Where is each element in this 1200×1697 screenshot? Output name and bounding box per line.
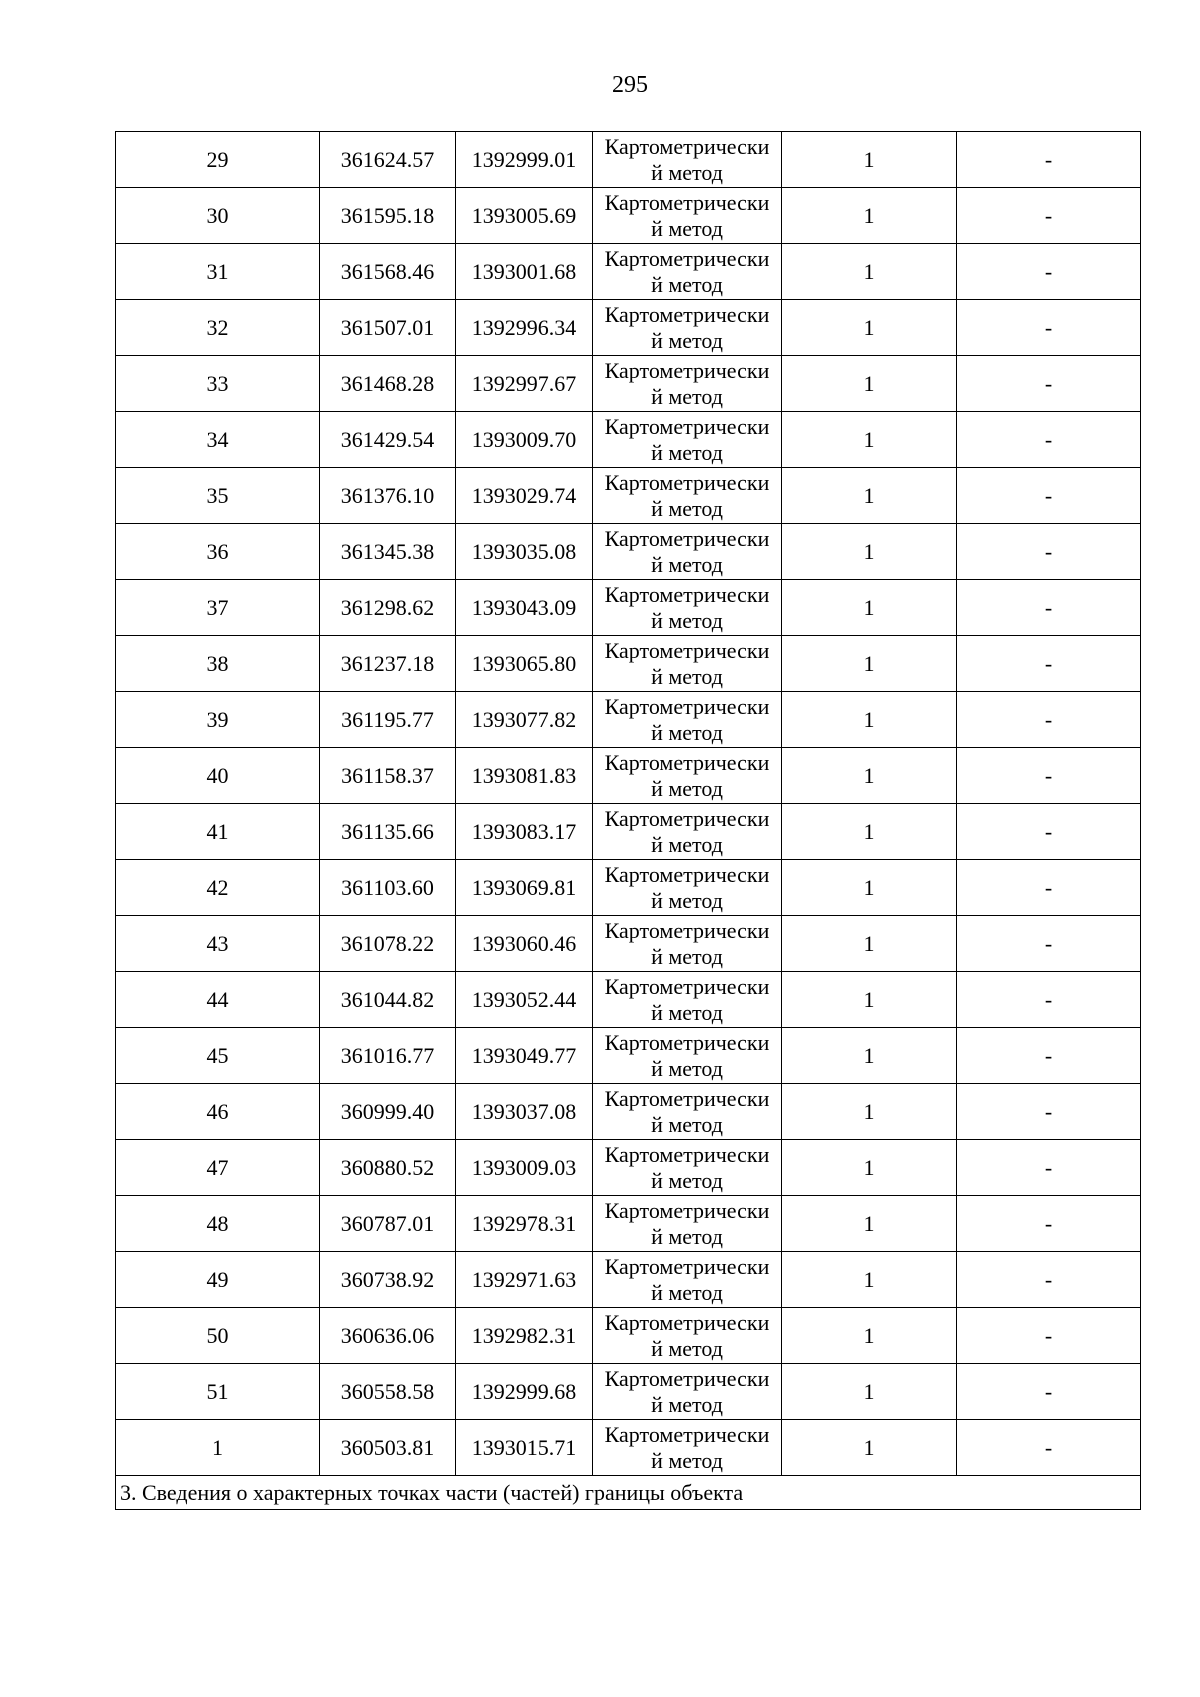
point-number-cell: 49 [116,1252,320,1308]
accuracy-cell: 1 [782,580,957,636]
y-coordinate-cell: 1393083.17 [456,804,593,860]
note-cell: - [957,580,1141,636]
table-row [116,636,1141,692]
method-line-1: Картометрически [604,1141,770,1167]
method-line-2: й метод [651,719,723,745]
y-coordinate-cell: 1393077.82 [456,692,593,748]
method-line-2: й метод [651,943,723,969]
method-line-1: Картометрически [604,1029,770,1055]
accuracy-cell: 1 [782,1420,957,1476]
accuracy-cell: 1 [782,1084,957,1140]
x-coordinate-cell: 361078.22 [320,916,456,972]
method-line-2: й метод [651,327,723,353]
method-line-2: й метод [651,215,723,241]
x-coordinate-cell: 361429.54 [320,412,456,468]
x-coordinate-cell: 361595.18 [320,188,456,244]
table-row [116,1420,1141,1476]
x-coordinate-cell: 361195.77 [320,692,456,748]
point-number-cell: 39 [116,692,320,748]
method-line-1: Картометрически [604,973,770,999]
note-cell: - [957,692,1141,748]
note-cell: - [957,1364,1141,1420]
method-cell [593,188,782,244]
table-row [116,1028,1141,1084]
y-coordinate-cell: 1393037.08 [456,1084,593,1140]
table-row [116,188,1141,244]
method-line-2: й метод [651,607,723,633]
method-cell [593,1140,782,1196]
method-line-1: Картометрически [604,1365,770,1391]
point-number-cell: 46 [116,1084,320,1140]
point-number-cell: 43 [116,916,320,972]
accuracy-cell: 1 [782,244,957,300]
coordinates-table-body [116,132,1141,1510]
accuracy-cell: 1 [782,916,957,972]
table-row [116,692,1141,748]
accuracy-cell: 1 [782,692,957,748]
method-line-2: й метод [651,1111,723,1137]
accuracy-cell: 1 [782,804,957,860]
x-coordinate-cell: 361507.01 [320,300,456,356]
section-heading: 3. Сведения о характерных точках части (частей) границы объекта [116,1476,1141,1510]
method-line-1: Картометрически [604,1197,770,1223]
x-coordinate-cell: 361044.82 [320,972,456,1028]
method-cell [593,1308,782,1364]
method-line-2: й метод [651,1055,723,1081]
y-coordinate-cell: 1393029.74 [456,468,593,524]
y-coordinate-cell: 1393049.77 [456,1028,593,1084]
note-cell: - [957,1196,1141,1252]
method-line-2: й метод [651,831,723,857]
point-number-cell: 29 [116,132,320,188]
accuracy-cell: 1 [782,412,957,468]
method-line-2: й метод [651,159,723,185]
method-cell [593,636,782,692]
x-coordinate-cell: 360999.40 [320,1084,456,1140]
x-coordinate-cell: 360880.52 [320,1140,456,1196]
table-row [116,804,1141,860]
method-cell [593,1364,782,1420]
method-line-2: й метод [651,1335,723,1361]
accuracy-cell: 1 [782,188,957,244]
method-line-2: й метод [651,439,723,465]
method-cell [593,132,782,188]
y-coordinate-cell: 1393052.44 [456,972,593,1028]
point-number-cell: 31 [116,244,320,300]
note-cell: - [957,188,1141,244]
table-row [116,1308,1141,1364]
y-coordinate-cell: 1393001.68 [456,244,593,300]
note-cell: - [957,860,1141,916]
note-cell: - [957,1420,1141,1476]
method-line-2: й метод [651,271,723,297]
x-coordinate-cell: 360787.01 [320,1196,456,1252]
note-cell: - [957,524,1141,580]
accuracy-cell: 1 [782,860,957,916]
method-cell [593,356,782,412]
table-row [116,1364,1141,1420]
accuracy-cell: 1 [782,1196,957,1252]
coordinates-table [115,131,1141,1510]
x-coordinate-cell: 360738.92 [320,1252,456,1308]
method-line-2: й метод [651,1391,723,1417]
method-line-1: Картометрически [604,581,770,607]
table-row [116,356,1141,412]
y-coordinate-cell: 1392996.34 [456,300,593,356]
point-number-cell: 36 [116,524,320,580]
note-cell: - [957,636,1141,692]
point-number-cell: 33 [116,356,320,412]
method-cell [593,804,782,860]
method-line-2: й метод [651,383,723,409]
point-number-cell: 30 [116,188,320,244]
x-coordinate-cell: 361468.28 [320,356,456,412]
table-row [116,244,1141,300]
y-coordinate-cell: 1393065.80 [456,636,593,692]
table-row [116,300,1141,356]
point-number-cell: 40 [116,748,320,804]
method-line-2: й метод [651,999,723,1025]
point-number-cell: 48 [116,1196,320,1252]
table-row [116,1140,1141,1196]
method-line-1: Картометрически [604,245,770,271]
point-number-cell: 42 [116,860,320,916]
note-cell: - [957,1084,1141,1140]
method-line-1: Картометрически [604,1309,770,1335]
accuracy-cell: 1 [782,468,957,524]
y-coordinate-cell: 1393081.83 [456,748,593,804]
point-number-cell: 37 [116,580,320,636]
method-line-2: й метод [651,1447,723,1473]
method-cell [593,1084,782,1140]
accuracy-cell: 1 [782,300,957,356]
method-line-2: й метод [651,775,723,801]
method-line-2: й метод [651,495,723,521]
x-coordinate-cell: 361624.57 [320,132,456,188]
point-number-cell: 41 [116,804,320,860]
method-cell [593,524,782,580]
method-line-1: Картометрически [604,525,770,551]
y-coordinate-cell: 1392978.31 [456,1196,593,1252]
method-cell [593,1196,782,1252]
table-row [116,1252,1141,1308]
method-cell [593,468,782,524]
method-line-2: й метод [651,1223,723,1249]
method-line-1: Картометрически [604,861,770,887]
y-coordinate-cell: 1392971.63 [456,1252,593,1308]
x-coordinate-cell: 361568.46 [320,244,456,300]
method-cell [593,244,782,300]
x-coordinate-cell: 360636.06 [320,1308,456,1364]
x-coordinate-cell: 361298.62 [320,580,456,636]
table-row [116,748,1141,804]
y-coordinate-cell: 1393009.70 [456,412,593,468]
point-number-cell: 1 [116,1420,320,1476]
method-cell [593,412,782,468]
table-row [116,132,1141,188]
method-line-1: Картометрически [604,301,770,327]
table-row [116,1084,1141,1140]
note-cell: - [957,748,1141,804]
method-line-1: Картометрически [604,693,770,719]
point-number-cell: 34 [116,412,320,468]
method-cell [593,692,782,748]
note-cell: - [957,972,1141,1028]
accuracy-cell: 1 [782,636,957,692]
method-cell [593,1252,782,1308]
method-line-1: Картометрически [604,637,770,663]
method-line-2: й метод [651,887,723,913]
table-row [116,860,1141,916]
accuracy-cell: 1 [782,524,957,580]
accuracy-cell: 1 [782,1028,957,1084]
x-coordinate-cell: 360558.58 [320,1364,456,1420]
x-coordinate-cell: 361103.60 [320,860,456,916]
accuracy-cell: 1 [782,356,957,412]
accuracy-cell: 1 [782,972,957,1028]
method-line-2: й метод [651,1167,723,1193]
y-coordinate-cell: 1392982.31 [456,1308,593,1364]
x-coordinate-cell: 361158.37 [320,748,456,804]
method-line-1: Картометрически [604,1421,770,1447]
method-cell [593,1028,782,1084]
method-line-1: Картометрически [604,133,770,159]
y-coordinate-cell: 1393060.46 [456,916,593,972]
point-number-cell: 44 [116,972,320,1028]
table-row [116,524,1141,580]
table-row [116,468,1141,524]
accuracy-cell: 1 [782,1364,957,1420]
y-coordinate-cell: 1392999.01 [456,132,593,188]
accuracy-cell: 1 [782,1252,957,1308]
method-line-2: й метод [651,663,723,689]
x-coordinate-cell: 361376.10 [320,468,456,524]
method-line-1: Картометрически [604,749,770,775]
note-cell: - [957,916,1141,972]
page-number: 295 [612,72,648,98]
x-coordinate-cell: 361345.38 [320,524,456,580]
method-line-2: й метод [651,1279,723,1305]
point-number-cell: 35 [116,468,320,524]
method-line-1: Картометрически [604,805,770,831]
note-cell: - [957,412,1141,468]
y-coordinate-cell: 1393015.71 [456,1420,593,1476]
note-cell: - [957,356,1141,412]
method-line-1: Картометрически [604,1085,770,1111]
note-cell: - [957,1308,1141,1364]
method-cell [593,580,782,636]
note-cell: - [957,300,1141,356]
table-row [116,412,1141,468]
method-line-1: Картометрически [604,469,770,495]
point-number-cell: 50 [116,1308,320,1364]
method-cell [593,972,782,1028]
method-line-1: Картометрически [604,189,770,215]
note-cell: - [957,1252,1141,1308]
table-row [116,1196,1141,1252]
note-cell: - [957,1140,1141,1196]
method-cell [593,300,782,356]
point-number-cell: 47 [116,1140,320,1196]
y-coordinate-cell: 1393035.08 [456,524,593,580]
accuracy-cell: 1 [782,1308,957,1364]
accuracy-cell: 1 [782,132,957,188]
y-coordinate-cell: 1393043.09 [456,580,593,636]
table-row [116,916,1141,972]
y-coordinate-cell: 1393005.69 [456,188,593,244]
table-row [116,580,1141,636]
accuracy-cell: 1 [782,1140,957,1196]
method-cell [593,860,782,916]
method-cell [593,748,782,804]
note-cell: - [957,1028,1141,1084]
y-coordinate-cell: 1393009.03 [456,1140,593,1196]
x-coordinate-cell: 361237.18 [320,636,456,692]
section-heading-row [116,1476,1141,1510]
x-coordinate-cell: 360503.81 [320,1420,456,1476]
note-cell: - [957,244,1141,300]
point-number-cell: 51 [116,1364,320,1420]
method-line-1: Картометрически [604,413,770,439]
note-cell: - [957,804,1141,860]
method-line-1: Картометрически [604,1253,770,1279]
note-cell: - [957,132,1141,188]
x-coordinate-cell: 361135.66 [320,804,456,860]
method-line-1: Картометрически [604,357,770,383]
point-number-cell: 45 [116,1028,320,1084]
method-cell [593,916,782,972]
y-coordinate-cell: 1392999.68 [456,1364,593,1420]
method-line-1: Картометрически [604,917,770,943]
note-cell: - [957,468,1141,524]
accuracy-cell: 1 [782,748,957,804]
point-number-cell: 32 [116,300,320,356]
y-coordinate-cell: 1393069.81 [456,860,593,916]
method-cell [593,1420,782,1476]
point-number-cell: 38 [116,636,320,692]
method-line-2: й метод [651,551,723,577]
y-coordinate-cell: 1392997.67 [456,356,593,412]
x-coordinate-cell: 361016.77 [320,1028,456,1084]
table-row [116,972,1141,1028]
